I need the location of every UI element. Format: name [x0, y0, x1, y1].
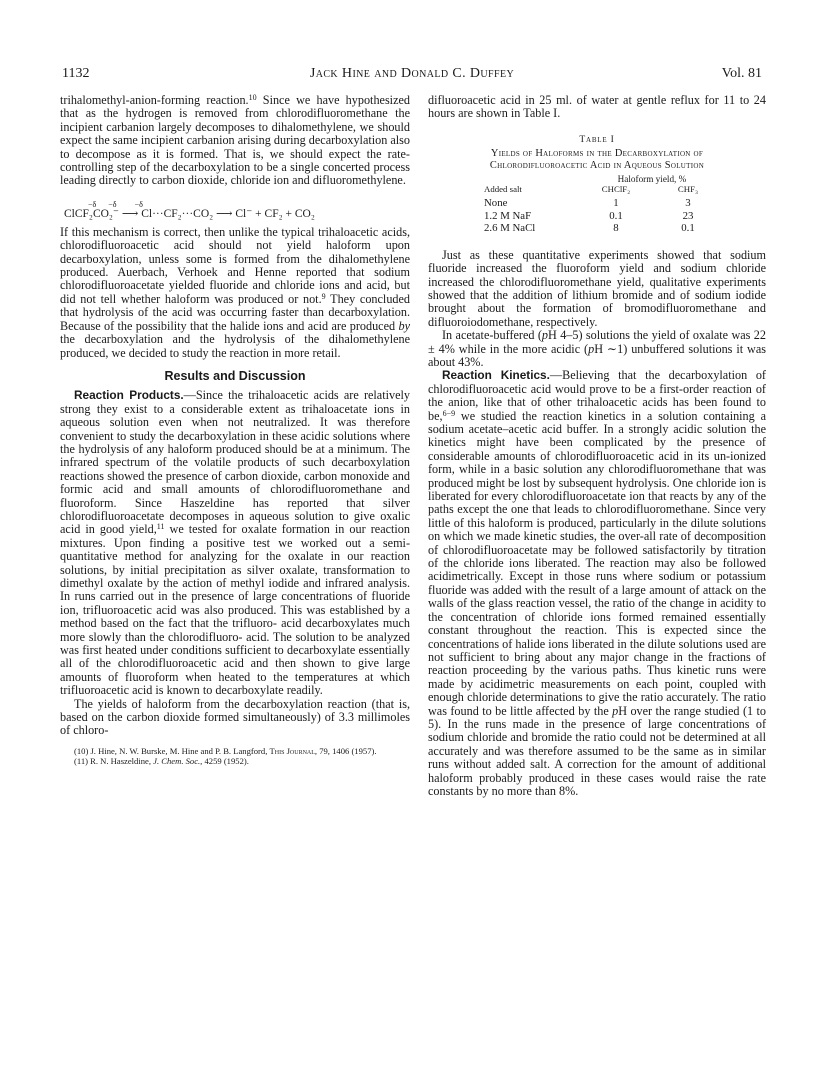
- text-run: (11) R. N. Haszeldine,: [74, 756, 154, 767]
- italic-text: p: [541, 328, 549, 343]
- text-run: They concluded that hydrolysis of the acid was occurring faster than decarboxylation. Because of the possibility that the halide ions and acid are produced: [60, 291, 411, 333]
- text-run: H over the range studied (1 to 5). In the runs made in the presence of large concentrations of sodium chloride and bromide the ratio could not be determined at all accurately and was therefore assumed to be the same as in similar runs without added salt. A correction for the amount of additional haloform probably produced in these cases would raise the rate constants by no more than 8%.: [428, 703, 766, 798]
- text-run: (10) J. Hine, N. W. Burske, M. Hine and P. B. Langford,: [74, 745, 270, 756]
- left-column: [60, 94, 410, 767]
- run-in-heading: Reaction Products.: [74, 388, 184, 403]
- reaction-equation: [60, 200, 410, 222]
- text-run: 4259 (1952).: [202, 756, 249, 767]
- text-run: If this mechanism is correct, then unlike the typical trihaloacetic acids, chlorodifluoroacetic acid should not yield haloform upon decarboxylation, unless some is formed from the dihalomethylene produced. Auerbach, Verhoek and Henne reported that sodium chlorodifluoroacetate yielded fluoride and chloride ions and acid, but did not tell whether haloform was produced or not.: [60, 224, 410, 306]
- table-row: [478, 194, 724, 210]
- text-run: difluoroacetic acid in 25 ml. of water at gentle reflux for 11 to 24 hours are shown in Table I.: [428, 93, 766, 121]
- text-run: In acetate-buffered (: [442, 328, 542, 343]
- page-header: [62, 66, 762, 86]
- paragraph: [428, 329, 766, 369]
- paragraph: [428, 94, 766, 121]
- footnote-10: [60, 746, 410, 756]
- table-cell: 23: [682, 209, 694, 222]
- table-cell: 1: [613, 197, 619, 210]
- italic-text: by: [398, 318, 410, 333]
- table-header-chclf2: CHClF₂: [601, 184, 631, 195]
- table-caption: Table I: [579, 133, 615, 145]
- table-title: [428, 148, 766, 172]
- table-cell: 3: [685, 197, 691, 210]
- footnote-ref: 10: [248, 93, 257, 102]
- equation-text: ClCF₂CO₂⁻ ⟶ Cl···CF₂···CO₂ ⟶ Cl⁻ + CF₂ + CO₂: [64, 207, 315, 220]
- text-run: Since we have hypothesized that as the hydrogen is removed from chlorodifluoromethane the incipient carbanion largely decomposes to dihalomethylene, we should expect the same incipient carbanion arising during decarboxylation also to decompose as it is formed. That is, we should expect the rate-controlling step of the decarboxylation to be a single concerted process leading directly to carbon dioxide, chloride ion and difluoromethylene.: [60, 93, 410, 188]
- table-cell: 0.1: [609, 209, 623, 222]
- table-header-salt: Added salt: [484, 184, 522, 195]
- footnote-ref: 6−9: [442, 408, 456, 418]
- table-row: [478, 210, 724, 223]
- table-row: [478, 222, 724, 235]
- paragraph: [60, 389, 410, 697]
- text-run: H 4–5) solutions the yield of oxalate was 22 ± 4% while in the more acidic (: [428, 328, 766, 356]
- partial-charges: −δ −δ −δ: [64, 199, 143, 209]
- table-header-chf3: CHF₃: [677, 184, 699, 195]
- text-run: —Believing that the decarboxylation of chlorodifluoroacetic acid would prove to be a first-order reaction of the anion, like that of other trihaloacetic acids has been found to be,: [428, 368, 766, 423]
- paragraph: [60, 698, 410, 738]
- text-run: —Since the trihaloacetic acids are relatively strong they exist to a considerable extent as trihaloacetate ions in aqueous solution even when not neutralized. It was therefore convenient to study the decarboxylation in these acidic solutions where the hydrolysis of any haloform produced should be at a minimum. The infrared spectrum of the volatile products of such decarboxylation reactions showed the presence of carbon dioxide, carbon monoxide and formic acid and small amounts of chlorodifluoromethane and fluoroform. Since Haszeldine has reported that silver chlorodifluoroacetate decomposes in aqueous solution to give oxalic acid in good yield,: [60, 388, 410, 537]
- table-cell: 0.1: [681, 222, 695, 235]
- paragraph: [428, 369, 766, 798]
- paragraph: [428, 249, 766, 329]
- paragraph: [60, 94, 410, 188]
- journal-name: This Journal,: [269, 745, 318, 756]
- text-run: we studied the reaction kinetics in a solution containing a sodium acetate–acetic acid buffer. In a strongly acidic solution the kinetics might have been complicated by the presence of considerable amounts of chlorodifluoroacetic acid in its un-ionized form, while in a basic solution any chlorodifluoromethane that was produced might be lost by subsequent hydrolysis. One chloride ion is liberated for every chlorodifluoroacetate ion that reacts by any of the paths except the one that leads to chlorodifluoromethane. Since very little of this haloform is produced, particularly in the dilute solutions on which we made kinetic studies, the over-all rate of decomposition of chlorodifluoroacetate may be followed satisfactorily by titration of the chloride ions liberated. The reaction may also be followed acidimetrically. Except in those runs where sodium or potassium fluoride was added with the result of a large amount of attack on the walls of the glass reaction vessel, the ratio of the change in acidity to the concentration of chloride ions formed remained essentially constant throughout the reaction. This is expected since the concentrations of halide ions liberated in the dilute solutions used are not sufficient to bring about any major change in the fractions of reaction proceeding by the various paths. Thus kinetic runs were made by acidimetric measurements on each point, coupled with enough chloride determinations to give the ratio accurately. The ratio was found to be little affected by the: [428, 408, 766, 718]
- table-cell: 8: [613, 222, 619, 235]
- journal-name: J. Chem. Soc.,: [153, 756, 203, 767]
- text-run: we tested for oxalate formation in our reaction mixtures. Upon finding a positive test we worked out a semi-quantitative method for analyzing for the oxalate in our reaction solutions, by initial precipitation as silver oxalate, transformation to dimethyl oxalate by the action of methyl iodide and infrared analysis. In runs carried out in the presence of large concentrations of fluoride ion, trifluoroacetic acid was also produced. This was established by a method based on the fact that the trifluoro- acid decarboxylates much more slowly than the chlorodifluoro- acid. The solution to be analyzed was first heated under conditions sufficient to decarboxylate essentially all of the chlorodifluoroacetic acid and then shown to give large amounts of fluoroform when heated to the temperatures at which trifluoroacetic acid is known to decarboxylate readily.: [60, 522, 410, 698]
- haloform-yield-table: [478, 175, 724, 235]
- footnote-ref: 9: [321, 291, 326, 301]
- italic-text: p: [612, 703, 619, 718]
- table-title-line: Yields of Haloforms in the Decarboxylation of: [490, 148, 704, 160]
- table-cell: 1.2 M NaF: [484, 209, 532, 222]
- table-cell: None: [484, 197, 508, 210]
- page-number: 1132: [62, 66, 90, 81]
- text-run: 79, 1406 (1957).: [317, 745, 377, 756]
- table-cell: 2.6 M NaCl: [484, 222, 536, 235]
- text-run: The yields of haloform from the decarboxylation reaction (that is, based on the carbon dioxide formed simultaneously) of 3.3 millimoles of chloro-: [60, 696, 410, 738]
- table-title-line: Chlorodifluoroacetic Acid in Aqueous Solution: [489, 160, 705, 172]
- text-run: Just as these quantitative experiments showed that sodium fluoride increased the fluoroform yield and sodium chloride increased the chlorodifluoromethane yield, qualitative experiments showed that the addition of lithium bromide and of sodium iodide brought about the formation of bromodifluoromethane and difluoroiodomethane, respectively.: [428, 247, 766, 329]
- running-head-authors: Jack Hine and Donald C. Duffey: [309, 66, 515, 81]
- section-heading: Results and Discussion: [164, 368, 306, 383]
- table-group-header: Haloform yield, %: [617, 174, 687, 185]
- text-run: H ∼1) unbuffered solutions it was about 43%.: [428, 341, 766, 369]
- text-run: the decarboxylation and the hydrolysis of the dihalomethylene produced, we decided to study the reaction in more retail.: [60, 332, 410, 360]
- text-run: trihalomethyl-anion-forming reaction.: [60, 93, 249, 107]
- volume-label: Vol. 81: [721, 66, 762, 81]
- run-in-heading: Reaction Kinetics.: [442, 368, 550, 383]
- footnote-11: [60, 756, 410, 766]
- italic-text: p: [588, 341, 595, 356]
- right-column: [428, 94, 766, 798]
- footnote-ref: 11: [156, 522, 165, 532]
- paragraph: [60, 226, 410, 360]
